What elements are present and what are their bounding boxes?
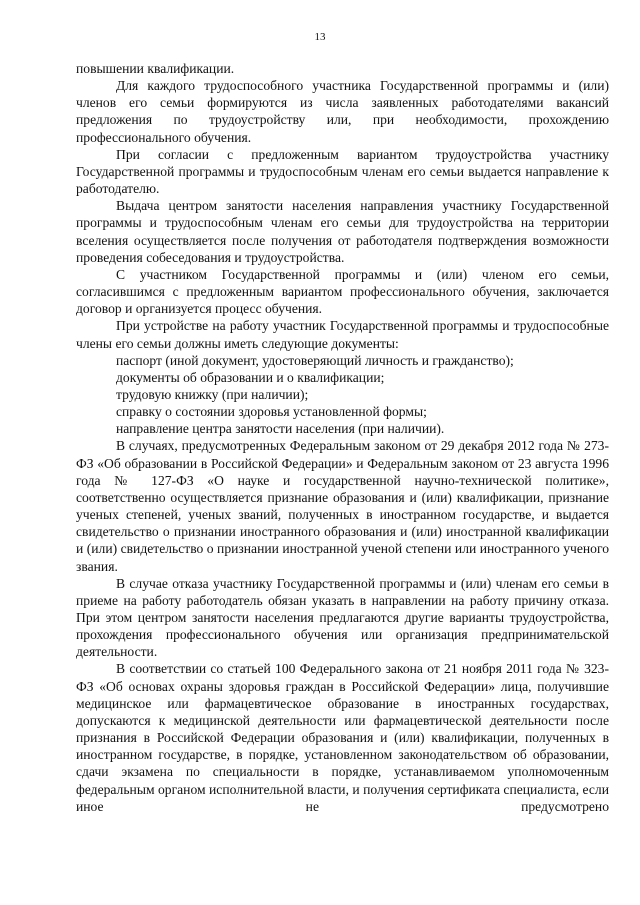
document-list-item: трудовую книжку (при наличии); [116, 386, 309, 402]
paragraph-continuation: повышении квалификации. [76, 61, 235, 76]
paragraph-training-contract: С участником Государственной программы и (или) членом его семьи, согласившимся с предложенным вариантом профессионального обучения, заключается договор и организуется процесс обучения. [76, 266, 609, 317]
paragraph-referral-issuance: Выдача центром занятости населения направления участнику Государственной программы и трудоспособным членам его семьи для трудоустройства на территории вселения осуществляется после получения от работодателя подтверждения возможности проведения собеседования и трудоустройства. [76, 198, 609, 265]
document-list-item: документы об образовании и о квалификации; [116, 369, 385, 385]
document-list-item: паспорт (иной документ, удостоверяющий личность и гражданство); [116, 352, 514, 368]
document-list-item: направление центра занятости населения (при наличии). [116, 421, 445, 437]
page-number: 13 [314, 31, 326, 43]
paragraph-education-recognition: В случаях, предусмотренных Федеральным законом от 29 декабря 2012 года № 273-ФЗ «Об образовании в Российской Федерации» и Федеральным законом от 23 августа 1996 года № 127-ФЗ «О науке и государственной научно-технической политике», соответственно осуществляется признание образования и (или) квалификации, признание ученых степеней, ученых званий, полученных в иностранном государстве, и выдается свидетельство о признании иностранного образования и (или) иностранной квалификации и (или) свидетельство о признании иностранной ученой степени или иностранного ученого звания. [76, 438, 609, 574]
paragraph-required-documents: При устройстве на работу участник Государственной программы и трудоспособные члены его семьи должны иметь следующие документы: [76, 318, 609, 351]
paragraph-refusal: В случае отказа участнику Государственной программы и (или) членам его семьи в приеме на работу работодатель обязан указать в направлении на работу причину отказа. При этом центром занятости населения предлагаются другие варианты трудоустройства, прохождения профессионального обучения или организация предпринимательской деятельности. [76, 575, 609, 660]
paragraph-job-offers: Для каждого трудоспособного участника Государственной программы и (или) членов его семьи формируются из числа заявленных работодателями вакансий предложения по трудоустройству или, при необходимости, прохождению профессионального обучения. [76, 78, 609, 145]
document-body [76, 60, 609, 815]
paragraph-medical-activity: В соответствии со статьей 100 Федерального закона от 21 ноября 2011 года № 323-ФЗ «Об основах охраны здоровья граждан в Российской Федерации» лица, получившие медицинское или фармацевтическое образование в иностранных государствах, допускаются к медицинской деятельности или фармацевтической деятельности после признания в Российской Федерации образования и (или) квалификации, полученных в иностранном государстве, в порядке, установленном законодательством об образовании, сдачи экзамена по специальности в порядке, устанавливаемом уполномоченным федеральным органом исполнительной власти, и получения сертификата специалиста, если иное не предусмотрено [76, 661, 609, 814]
paragraph-referral-consent: При согласии с предложенным вариантом трудоустройства участнику Государственной программы и трудоспособным членам его семьи выдается направление к работодателю. [76, 146, 609, 197]
document-list-item: справку о состоянии здоровья установленной формы; [116, 404, 427, 420]
